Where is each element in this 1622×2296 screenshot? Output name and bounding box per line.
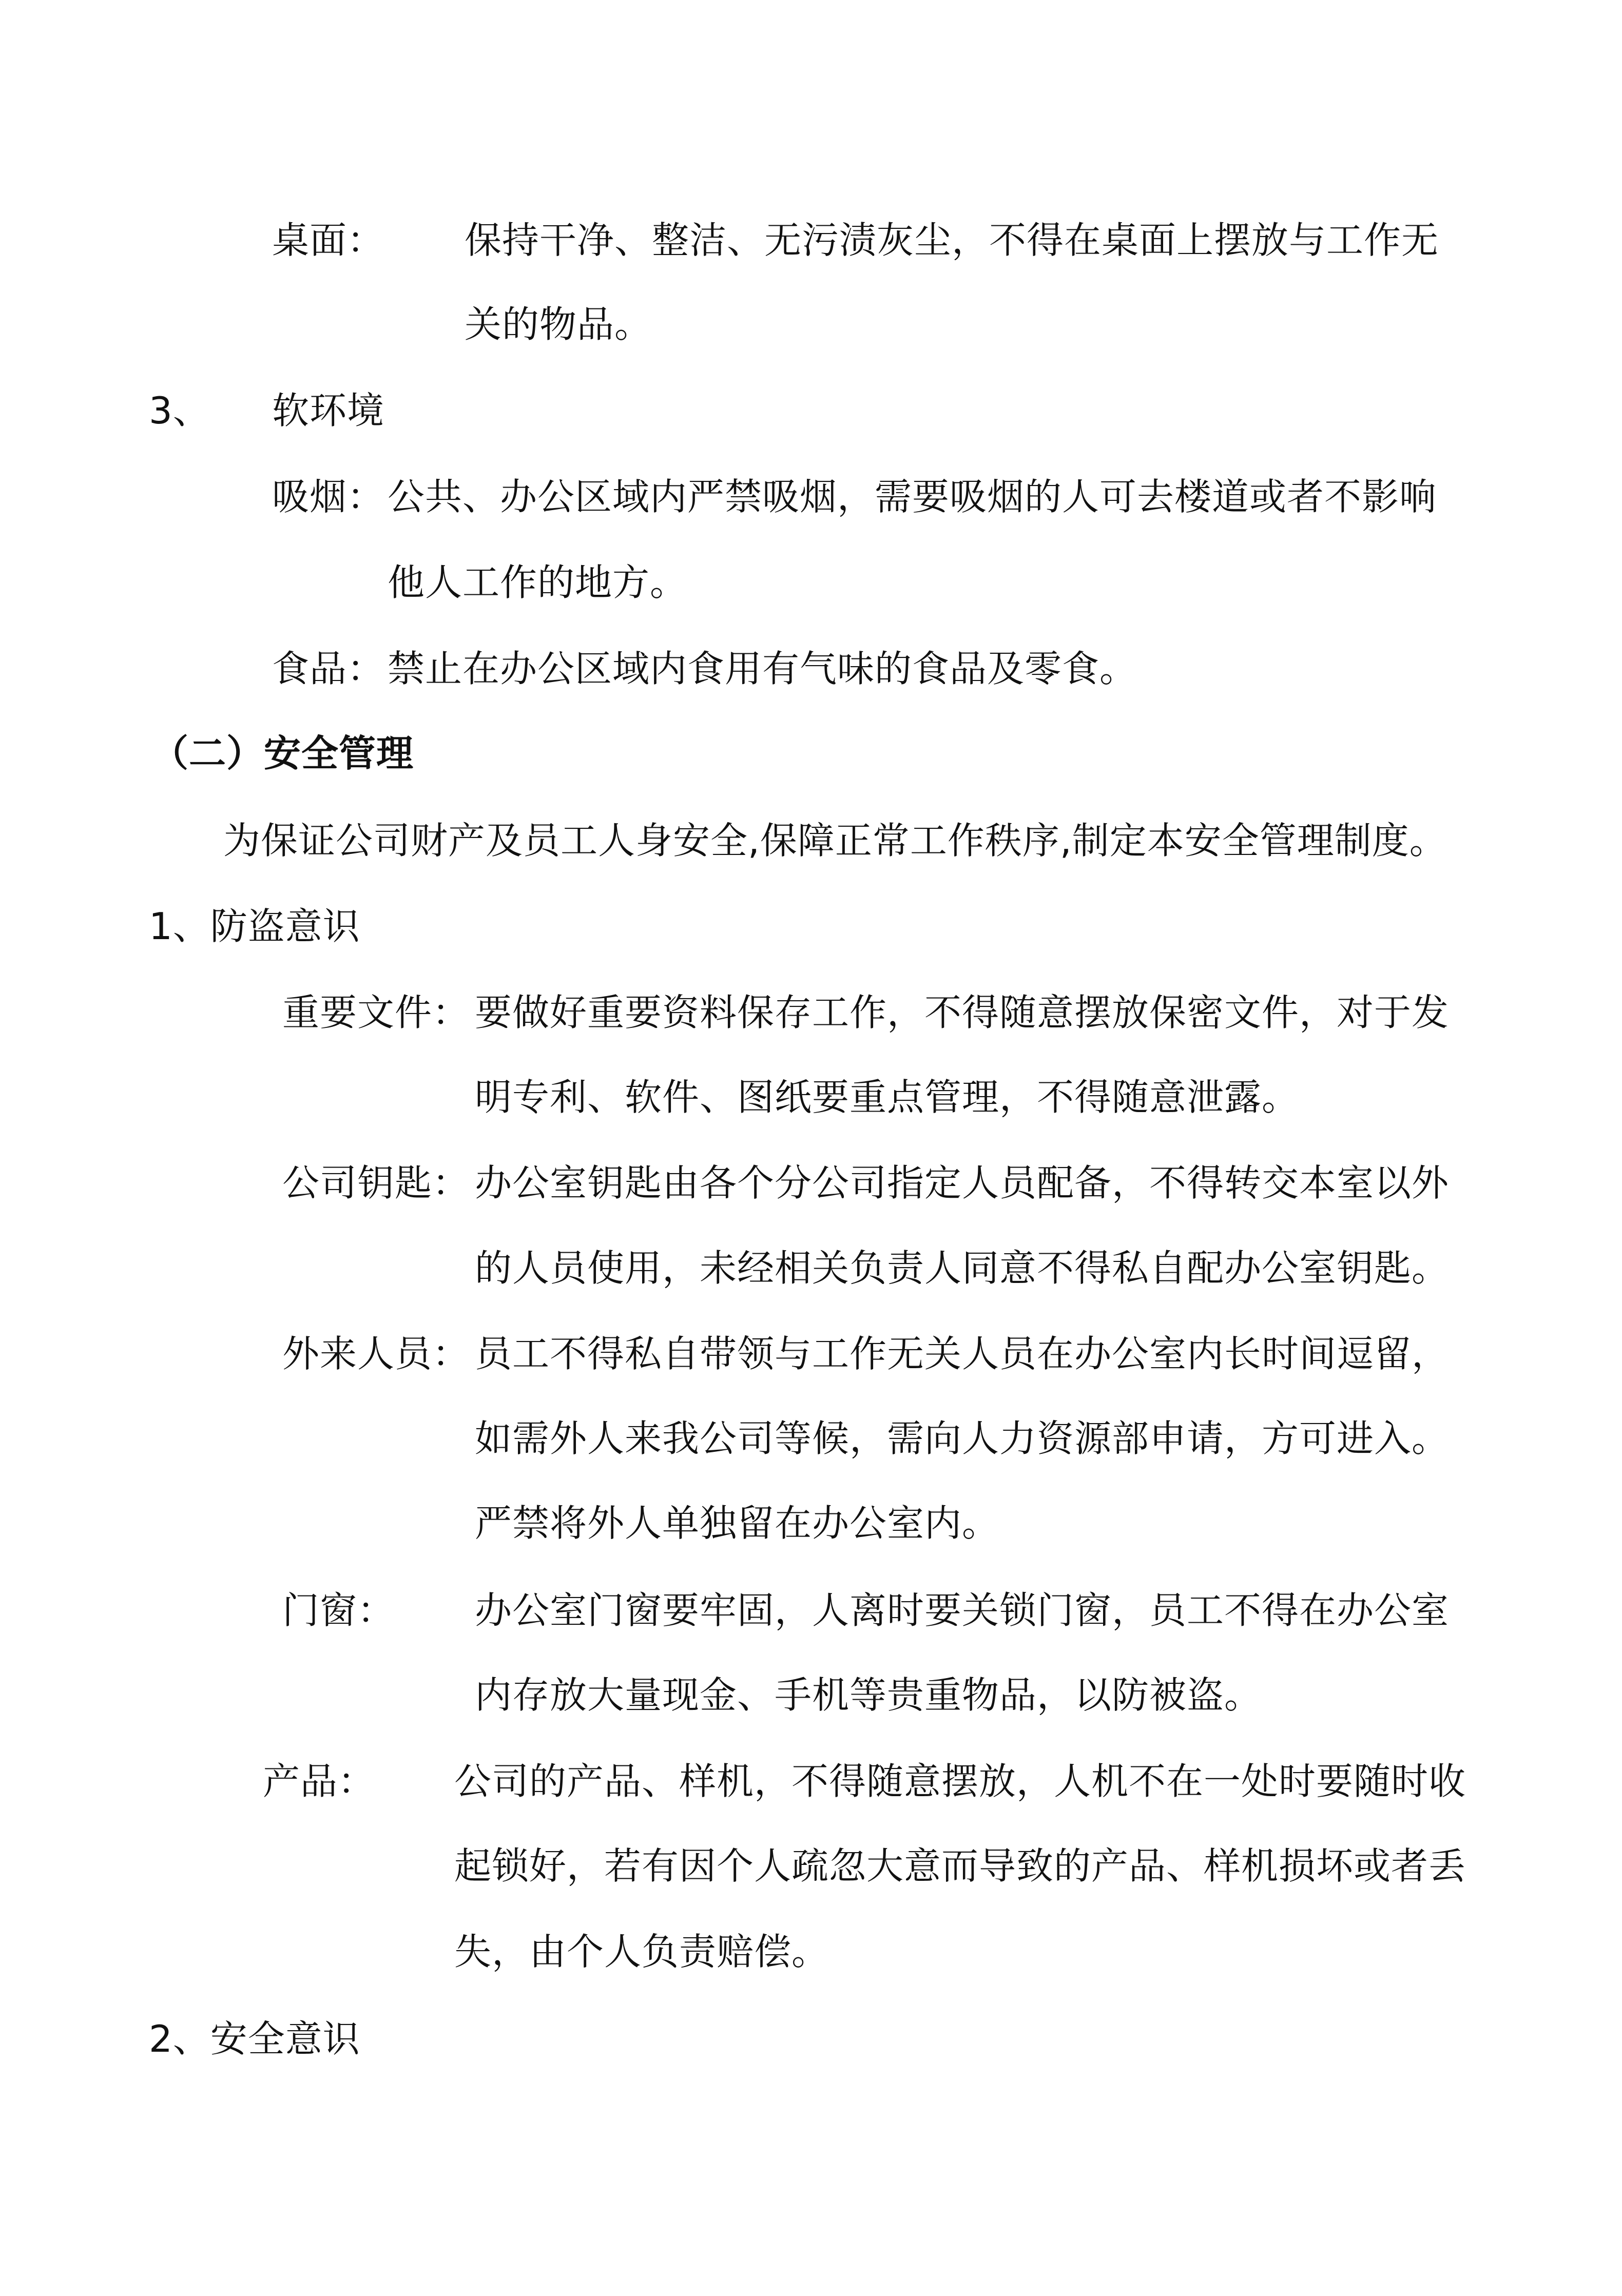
desktop-text-line2: 关的物品。 [465,303,652,346]
products-label: 产品： [263,1760,376,1803]
soft-env-title: 软环境 [272,389,385,432]
visitors-label: 外来人员： [282,1332,470,1375]
soft-env-number: 3、 [149,389,210,432]
food-label: 食品： [272,647,385,690]
anti-theft-heading: 1、防盗意识 [149,905,360,948]
visitors-text-line3: 严禁将外人单独留在办公室内。 [475,1502,1000,1545]
products-text-line1: 公司的产品、样机，不得随意摆放，人机不在一处时要随时收 [454,1760,1466,1803]
doors-text-line1: 办公室门窗要牢固，人离时要关锁门窗，员工不得在办公室 [475,1589,1450,1632]
docs-text-line1: 要做好重要资料保存工作，不得随意摆放保密文件，对于发 [475,991,1450,1034]
smoking-text-line1: 公共、办公区域内严禁吸烟，需要吸烟的人可去楼道或者不影响 [388,475,1437,518]
keys-label: 公司钥匙： [282,1161,470,1204]
doors-label: 门窗： [282,1589,395,1632]
keys-text-line1: 办公室钥匙由各个分公司指定人员配备，不得转交本室以外 [475,1161,1450,1204]
section-title-safety-management: （二）安全管理 [151,732,414,775]
food-text: 禁止在办公区域内食用有气味的食品及零食。 [388,647,1137,690]
keys-text-line2: 的人员使用，未经相关负责人同意不得私自配办公室钥匙。 [475,1247,1450,1290]
safety-heading: 2、安全意识 [149,2017,360,2060]
docs-text-line2: 明专利、软件、图纸要重点管理，不得随意泄露。 [475,1076,1300,1119]
desktop-text-line1: 保持干净、整洁、无污渍灰尘，不得在桌面上摆放与工作无 [465,219,1439,262]
smoking-label: 吸烟： [272,475,385,518]
smoking-text-line2: 他人工作的地方。 [388,561,688,604]
products-text-line2: 起锁好，若有因个人疏忽大意而导致的产品、样机损坏或者丢 [454,1844,1466,1888]
doors-text-line2: 内存放大量现金、手机等贵重物品，以防被盗。 [475,1674,1262,1717]
section-intro: 为保证公司财产及员工人身安全,保障正常工作秩序,制定本安全管理制度。 [223,819,1447,862]
docs-label: 重要文件： [282,991,470,1034]
visitors-text-line2: 如需外人来我公司等候，需向人力资源部申请，方可进入。 [475,1417,1450,1460]
products-text-line3: 失，由个人负责赔偿。 [454,1930,829,1973]
desktop-label: 桌面： [272,219,385,262]
visitors-text-line1: 员工不得私自带领与工作无关人员在办公室内长时间逗留， [475,1332,1450,1375]
